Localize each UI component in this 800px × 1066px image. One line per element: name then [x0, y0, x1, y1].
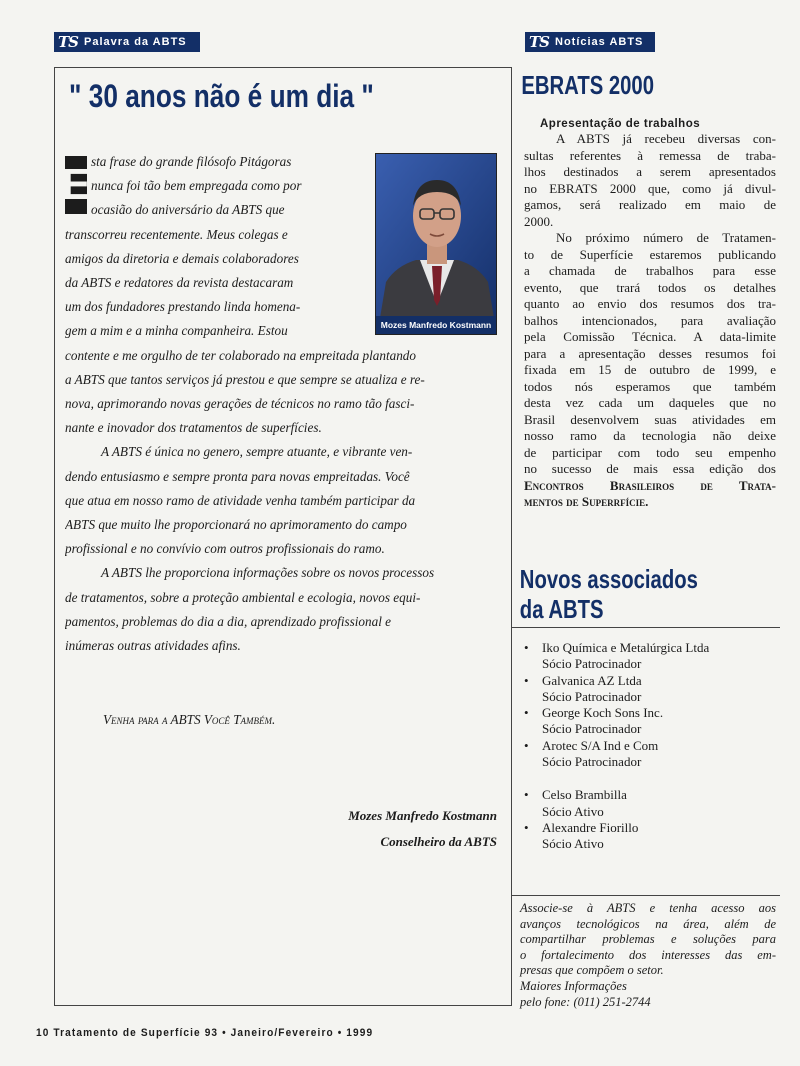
associate-name: Celso Brambilla	[542, 787, 627, 803]
associate-role: Sócio Patrocinador	[542, 688, 642, 704]
associate-role: Sócio Patrocinador	[542, 754, 642, 770]
news-line: fixada em 15 de outubro de 1999, e	[524, 362, 776, 377]
body-line: sta frase do grande filósofo Pitágoras	[91, 154, 292, 169]
photo-caption: Mozes Manfredo Kostmann	[376, 316, 496, 334]
body-line: profissional e no convívio com outros profissionais do ramo.	[65, 541, 385, 557]
section-tag-palavra	[54, 32, 200, 52]
promo-line: Associe-se à ABTS e tenha acesso aos	[520, 901, 776, 915]
news-line: no EBRATS 2000 que, como já divul-	[524, 180, 776, 196]
section-tag-label: Notícias ABTS	[555, 36, 644, 48]
associates-list-sponsors	[512, 640, 780, 770]
news-line: mentos de Superrfície.	[524, 494, 649, 509]
associates-list-active	[512, 787, 780, 852]
body-line: A ABTS lhe proporciona informações sobre os novos processos	[101, 565, 435, 581]
membership-promo	[520, 901, 776, 1010]
promo-line: compartilhar problemas e soluções para	[520, 932, 776, 947]
associates-title-line1: Novos associados	[519, 564, 698, 594]
section-tag-noticias	[525, 32, 655, 52]
body-line: A ABTS é única no genero, sempre atuante, e vibrante ven-	[101, 444, 413, 460]
body-line: ABTS que muito lhe proporcionará no aprimoramento do campo	[65, 517, 407, 533]
news-line: Brasil desenvolvem suas atividades em	[524, 411, 776, 427]
body-line: nante e inovador dos tratamentos de superfícies.	[65, 420, 322, 436]
promo-line: o fortalecimento dos interesses das em-	[520, 947, 776, 962]
associate-name: Iko Química e Metalúrgica Ltda	[542, 640, 710, 655]
news-line: A ABTS já recebeu diversas con-	[556, 131, 776, 146]
body-line: de tratamentos, sobre a proteção ambiental e ecologia, novos equi-	[65, 589, 421, 605]
article-box	[54, 67, 512, 1006]
news-line: a chamada de trabalhos para esse	[524, 263, 776, 278]
news-line: No próximo número de Tratamen-	[556, 230, 776, 245]
body-line: pamentos, problemas do dia a dia, aprendizado profissional e	[65, 613, 392, 629]
associates-list-wrapper	[512, 640, 780, 853]
page-footer: 10 Tratamento de Superfície 93 • Janeiro/Fevereiro • 1999	[36, 1027, 374, 1039]
news-title: EBRATS 2000	[521, 70, 654, 100]
news-line: quanto ao envio dos resumos dos tra-	[524, 296, 776, 311]
body-line: amigos da diretoria e demais colaboradores	[65, 250, 299, 266]
list-item	[512, 787, 780, 820]
list-item	[512, 705, 780, 738]
associate-name: Alexandre Fiorillo	[542, 819, 639, 835]
news-line: gamos, será realizado em maio de	[524, 197, 776, 212]
body-line: contente e me orgulho de ter colaborado na empreitada plantando	[65, 347, 416, 363]
body-line: gem a mim e a minha companheira. Estou	[65, 323, 288, 339]
body-line: que atua em nosso ramo de atividade venha também participar da	[65, 492, 416, 508]
body-line: dendo entusiasmo e sempre pronta para novas empreitadas. Você	[65, 468, 410, 484]
associate-role: Sócio Ativo	[542, 803, 604, 819]
list-item	[512, 820, 780, 853]
body-line: inúmeras outras atividades afins.	[65, 638, 241, 654]
news-line: de participar com todo seu empenho	[524, 444, 776, 460]
list-item	[512, 738, 780, 771]
closing-line: Venha para a ABTS Você Também.	[103, 712, 276, 727]
signature-name: Mozes Manfredo Kostmann	[348, 808, 497, 823]
news-line: lhos destinados a serem apresentados	[524, 164, 776, 179]
associate-name: Arotec S/A Ind e Com	[542, 737, 659, 753]
associate-name: Galvanica AZ Ltda	[542, 672, 642, 688]
news-line: to de Superfície estaremos publicando	[524, 246, 776, 262]
body-line: ocasião do aniversário da ABTS que	[91, 202, 285, 218]
body-line: transcorreu recentemente. Meus colegas e	[65, 226, 288, 242]
promo-line: presas que compõem o setor.	[520, 963, 664, 978]
news-line: 2000.	[524, 213, 554, 229]
news-subtitle: Apresentação de trabalhos	[540, 118, 701, 130]
associate-role: Sócio Patrocinador	[542, 721, 642, 737]
article-title: " 30 anos não é um dia "	[69, 78, 374, 114]
promo-line: Maiores Informações	[520, 978, 627, 993]
news-line: todos nós esperamos que também	[524, 378, 776, 394]
list-item	[512, 640, 780, 673]
drop-cap: E	[65, 156, 87, 214]
signature-role: Conselheiro da ABTS	[380, 834, 497, 849]
news-line: nosso ramo da tecnologia não deixe	[524, 428, 776, 443]
ts-logo-icon: TS	[529, 33, 549, 51]
associates-title-line2: da ABTS	[519, 594, 604, 624]
associates-divider	[512, 627, 780, 628]
body-line: nova, aprimorando novas gerações de técnicos no ramo tão fasci-	[65, 396, 415, 412]
body-line: um dos fundadores prestando linda homena-	[65, 299, 301, 315]
news-section	[512, 70, 780, 511]
associate-name: George Koch Sons Inc.	[542, 705, 664, 721]
news-line: desta vez cada um daqueles que no	[524, 395, 776, 410]
news-line: para a apresentação desses resumos foi	[524, 345, 776, 361]
ts-logo-icon: TS	[58, 33, 78, 51]
news-line: balhos intencionados, para avaliação	[524, 312, 776, 328]
news-line: Encontros Brasileiros de Trata-	[524, 477, 776, 493]
associate-role: Sócio Ativo	[542, 836, 604, 852]
news-line: no sucesso de mais essa edição dos	[524, 461, 776, 476]
promo-phone: pelo fone: (011) 251-2744	[520, 994, 651, 1009]
body-line: da ABTS e redatores da revista destacaram	[65, 275, 294, 291]
news-line: pela Comissão Técnica. A data-limite	[524, 329, 776, 344]
body-line: nunca foi tão bem empregada como por	[91, 178, 302, 194]
article-body	[65, 150, 505, 658]
news-body	[512, 131, 780, 511]
associate-role: Sócio Patrocinador	[542, 656, 642, 672]
news-line: sultas referentes à remessa de traba-	[524, 147, 776, 163]
promo-divider	[512, 895, 780, 896]
list-item	[512, 673, 780, 706]
body-line: a ABTS que tantos serviços já prestou e que sempre se atualiza e re-	[65, 371, 425, 387]
promo-line: avanços tecnológicos na área, além de	[520, 916, 776, 931]
section-tag-label: Palavra da ABTS	[84, 36, 187, 48]
associates-section	[512, 564, 780, 624]
news-line: evento, que trará todos os detalhes	[524, 279, 776, 295]
